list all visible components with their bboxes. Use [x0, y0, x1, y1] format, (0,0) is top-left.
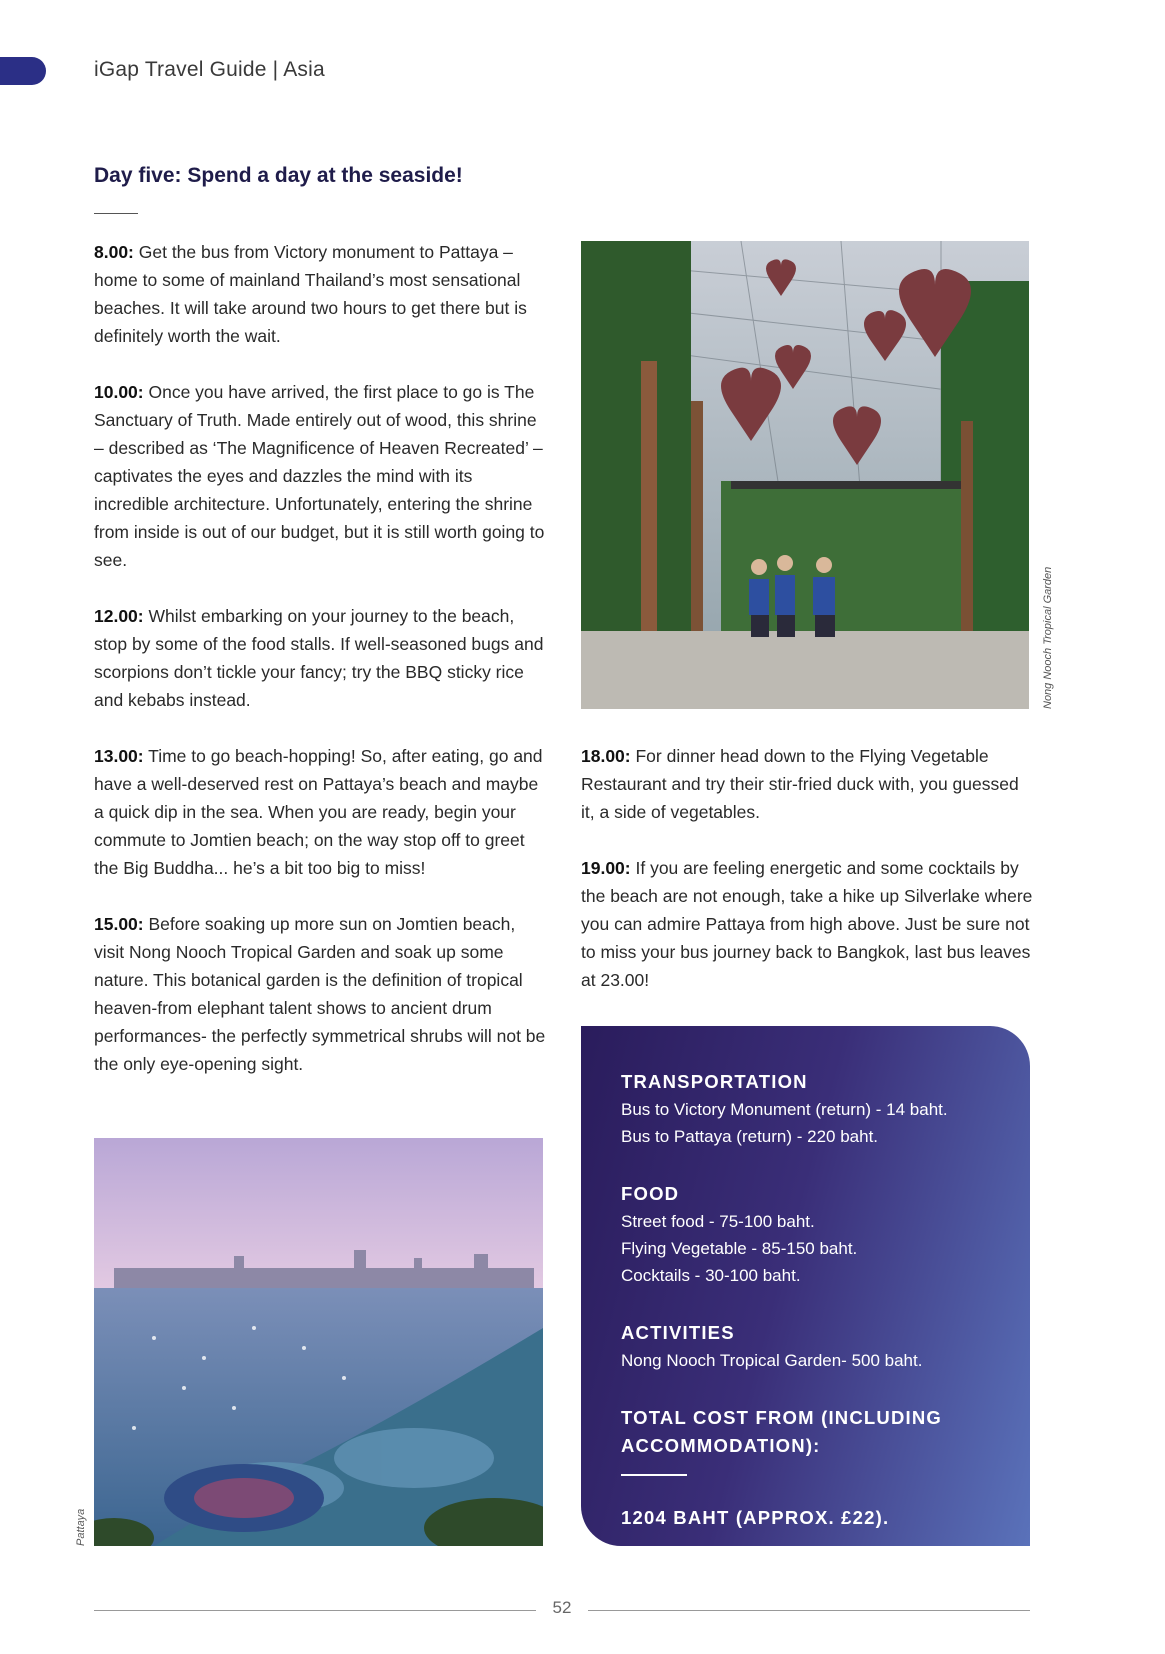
itinerary-entry — [94, 378, 546, 574]
entry-time: 12.00: — [94, 606, 144, 626]
cost-line: Flying Vegetable - 85-150 baht. — [621, 1239, 858, 1258]
itinerary-entry — [581, 854, 1033, 994]
activities-heading: ACTIVITIES — [621, 1322, 735, 1343]
food-heading: FOOD — [621, 1183, 680, 1204]
right-column — [581, 742, 1033, 1022]
section-heading: Day five: Spend a day at the seaside! — [94, 164, 463, 187]
heading-rule — [94, 213, 138, 214]
entry-time: 10.00: — [94, 382, 144, 402]
entry-time: 8.00: — [94, 242, 134, 262]
entry-text: For dinner head down to the Flying Vegetable Restaurant and try their stir-fried duck with, you guessed it, a side of vegetables. — [581, 746, 1019, 822]
pattaya-photo — [94, 1138, 543, 1546]
entry-text: Once you have arrived, the first place to go is The Sanctuary of Truth. Made entirely out of wood, this shrine – described as ‘The Magnificence of Heaven Recreated’ – captivates the eyes and dazzles the mind with its incredible architecture. Unfortunately, entering the shrine from inside is out of our budget, but it is still worth going to see. — [94, 382, 545, 570]
itinerary-entry — [581, 742, 1033, 826]
left-column — [94, 238, 546, 1106]
garden-photo — [581, 241, 1029, 709]
entry-text: Whilst embarking on your journey to the beach, stop by some of the food stalls. If well-seasoned bugs and scorpions don’t tickle your fancy; try the BBQ sticky rice and kebabs instead. — [94, 606, 544, 710]
entry-text: Time to go beach-hopping! So, after eating, go and have a well-deserved rest on Pattaya’s beach and maybe a quick dip in the sea. When you are ready, begin your commute to Jomtien beach; on the way stop off to greet the Big Buddha... he’s a bit too big to miss! — [94, 746, 543, 878]
itinerary-entry — [94, 238, 546, 350]
total-divider — [621, 1474, 687, 1476]
total-cost-value: 1204 BAHT (APPROX. £22). — [621, 1507, 890, 1528]
entry-text: If you are feeling energetic and some cocktails by the beach are not enough, take a hike up Silverlake where you can admire Pattaya from high above. Just be sure not to miss your bus journey back to Bangkok, last bus leaves at 23.00! — [581, 858, 1033, 990]
entry-time: 13.00: — [94, 746, 144, 766]
page-tab-marker — [0, 57, 46, 85]
page-number: 52 — [552, 1598, 572, 1617]
header-title: iGap Travel Guide | Asia — [94, 58, 325, 81]
pattaya-photo-caption: Pattaya — [75, 1508, 87, 1546]
cost-summary-box — [581, 1026, 1030, 1546]
entry-time: 18.00: — [581, 746, 631, 766]
total-cost-heading: TOTAL COST FROM (INCLUDING ACCOMMODATION): — [621, 1407, 943, 1456]
cost-line: Nong Nooch Tropical Garden- 500 baht. — [621, 1351, 923, 1370]
itinerary-entry — [94, 602, 546, 714]
footer-rule-right — [588, 1610, 1030, 1611]
cost-line: Bus to Victory Monument (return) - 14 baht. — [621, 1100, 948, 1119]
cost-line: Bus to Pattaya (return) - 220 baht. — [621, 1127, 879, 1146]
transportation-heading: TRANSPORTATION — [621, 1071, 808, 1092]
entry-text: Get the bus from Victory monument to Pattaya – home to some of mainland Thailand’s most sensational beaches. It will take around two hours to get there but is definitely worth the wait. — [94, 242, 527, 346]
footer-rule-left — [94, 1610, 536, 1611]
cost-line: Cocktails - 30-100 baht. — [621, 1266, 801, 1285]
itinerary-entry — [94, 910, 546, 1078]
itinerary-entry — [94, 742, 546, 882]
garden-photo-caption: Nong Nooch Tropical Garden — [1042, 566, 1054, 709]
entry-text: Before soaking up more sun on Jomtien beach, visit Nong Nooch Tropical Garden and soak up some nature. This botanical garden is the definition of tropical heaven-from elephant talent shows to ancient drum performances- the perfectly symmetrical shrubs will not be the only eye-opening sight. — [94, 914, 546, 1074]
entry-time: 15.00: — [94, 914, 144, 934]
entry-time: 19.00: — [581, 858, 631, 878]
cost-line: Street food - 75-100 baht. — [621, 1212, 815, 1231]
